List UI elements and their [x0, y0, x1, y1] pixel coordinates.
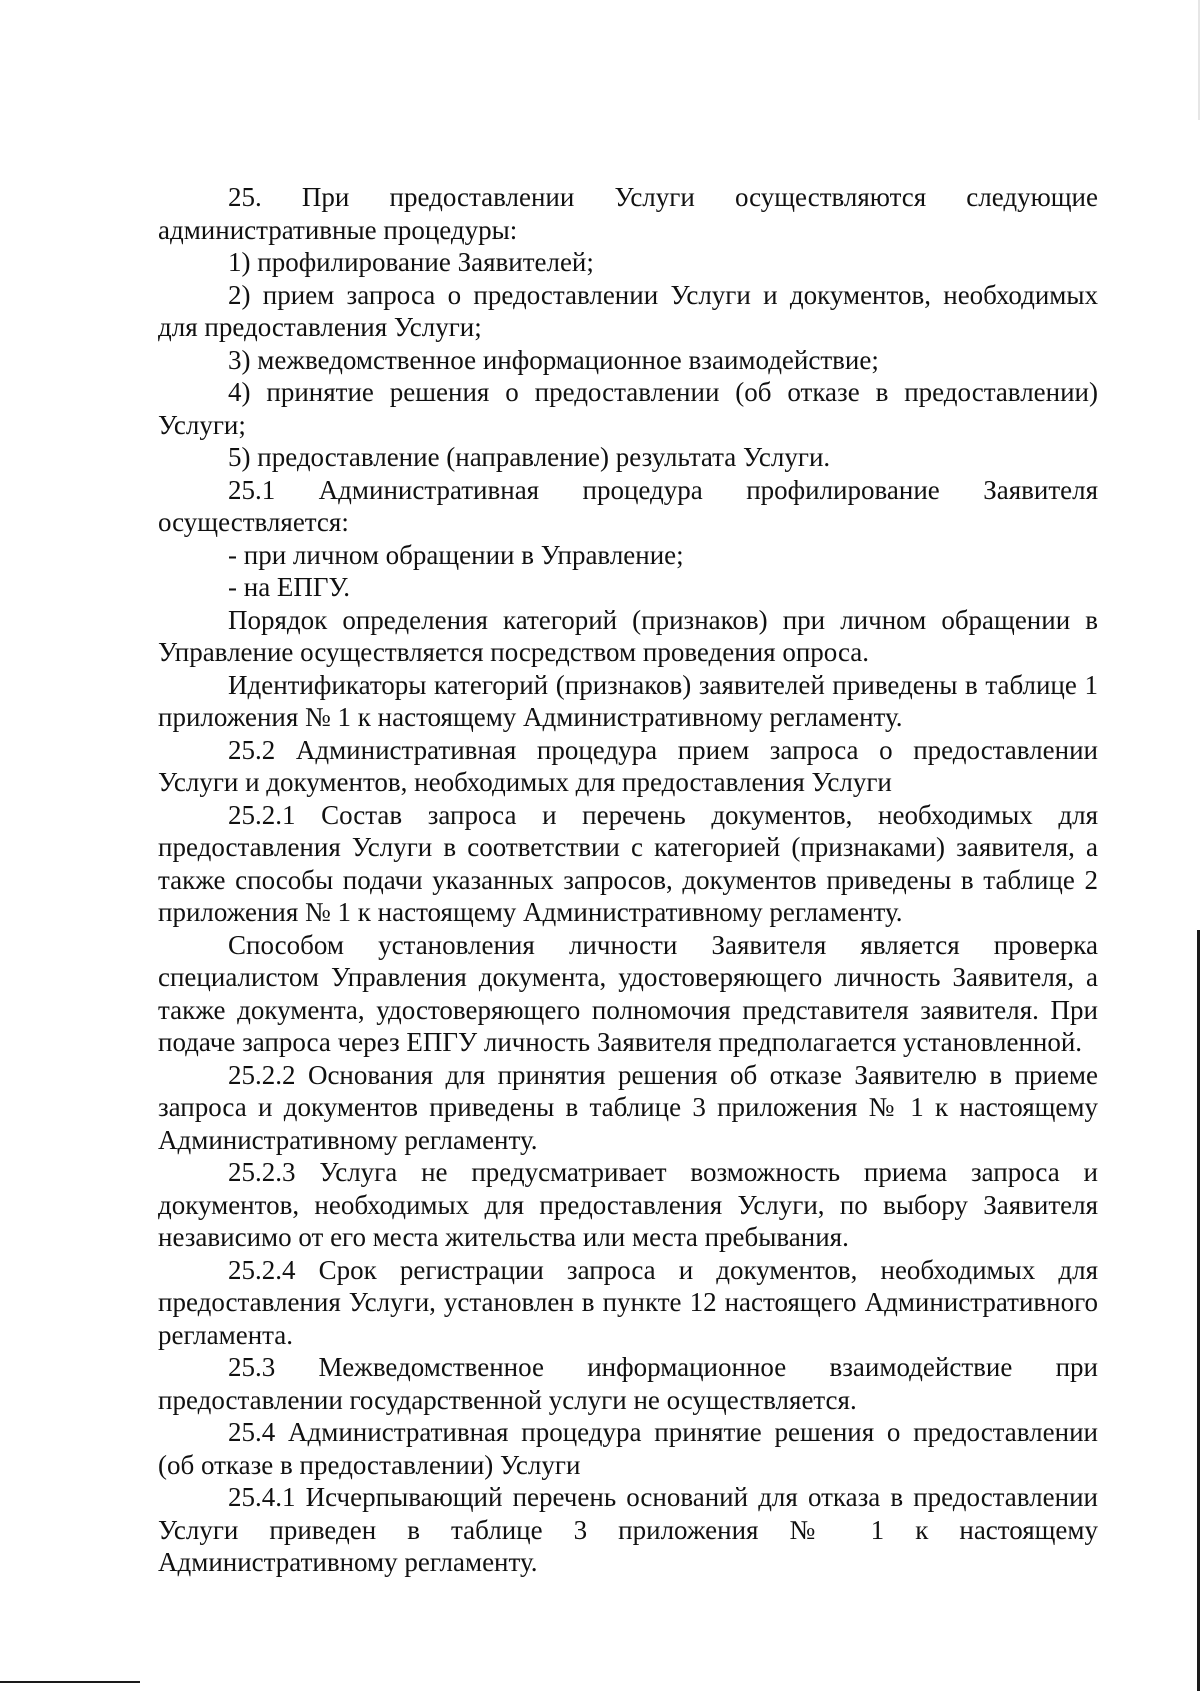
paragraph-25: 25. При предоставлении Услуги осуществляются следующие административные процедуры:: [158, 182, 1098, 245]
paragraph-25-4-1: 25.4.1 Исчерпывающий перечень оснований для отказа в предоставлении Услуги приведен в таблице 3 приложения № 1 к настоящему Административному регламенту.: [158, 1482, 1098, 1577]
paragraph-25-1: 25.1 Административная процедура профилирование Заявителя осуществляется:: [158, 474, 1098, 537]
bullet-item-epgu: - на ЕПГУ.: [228, 572, 350, 602]
scan-bottom-line: [0, 1681, 140, 1683]
list-item-5: 5) предоставление (направление) результата Услуги.: [228, 442, 831, 472]
bullet-item-office: - при личном обращении в Управление;: [228, 539, 684, 570]
list-item-4: 4) принятие решения о предоставлении (об отказе в предоставлении) Услуги;: [158, 377, 1098, 440]
paragraph-25-2: 25.2 Административная процедура прием запроса о предоставлении Услуги и документов, необходимых для предоставления Услуги: [158, 734, 1098, 797]
paragraph-identity-check: Способом установления личности Заявителя является проверка специалистом Управления документа, удостоверяющего личность Заявителя, а также документа, удостоверяющего полномочия представителя заявителя. При подаче запроса через ЕПГУ личность Заявителя предполагается установленной.: [158, 929, 1098, 1057]
paragraph-25-4: 25.4 Административная процедура принятие решения о предоставлении (об отказе в предоставлении) Услуги: [158, 1417, 1098, 1480]
paragraph-category-order: Порядок определения категорий (признаков) при личном обращении в Управление осуществляется посредством проведения опроса.: [158, 604, 1098, 667]
paragraph-25-2-2: 25.2.2 Основания для принятия решения об отказе Заявителю в приеме запроса и документов приведены в таблице 3 приложения № 1 к настоящему Административному регламенту.: [158, 1059, 1098, 1155]
paragraph-category-ids: Идентификаторы категорий (признаков) заявителей приведены в таблице 1 приложения № 1 к настоящему Административному регламенту.: [158, 669, 1098, 732]
paragraph-25-3: 25.3 Межведомственное информационное взаимодействие при предоставлении государственной услуги не осуществляется.: [158, 1352, 1098, 1415]
list-item-2: 2) прием запроса о предоставлении Услуги и документов, необходимых для предоставления Услуги;: [158, 279, 1098, 342]
paragraph-25-2-3: 25.2.3 Услуга не предусматривает возможность приема запроса и документов, необходимых для предоставления Услуги, по выбору Заявителя независимо от его места жительства или места пребывания.: [158, 1157, 1098, 1252]
list-item-1: 1) профилирование Заявителей;: [228, 247, 594, 277]
document-body: [158, 181, 1098, 1579]
paragraph-25-2-1: 25.2.1 Состав запроса и перечень документов, необходимых для предоставления Услуги в соответствии с категорией (признаками) заявителя, а также способы подачи указанных запросов, документов приведены в таблице 2 приложения № 1 к настоящему Административному регламенту.: [158, 799, 1098, 927]
paragraph-25-2-4: 25.2.4 Срок регистрации запроса и документов, необходимых для предоставления Услуги, установлен в пункте 12 настоящего Административного регламента.: [158, 1254, 1098, 1350]
list-item-3: 3) межведомственное информационное взаимодействие;: [228, 344, 879, 375]
